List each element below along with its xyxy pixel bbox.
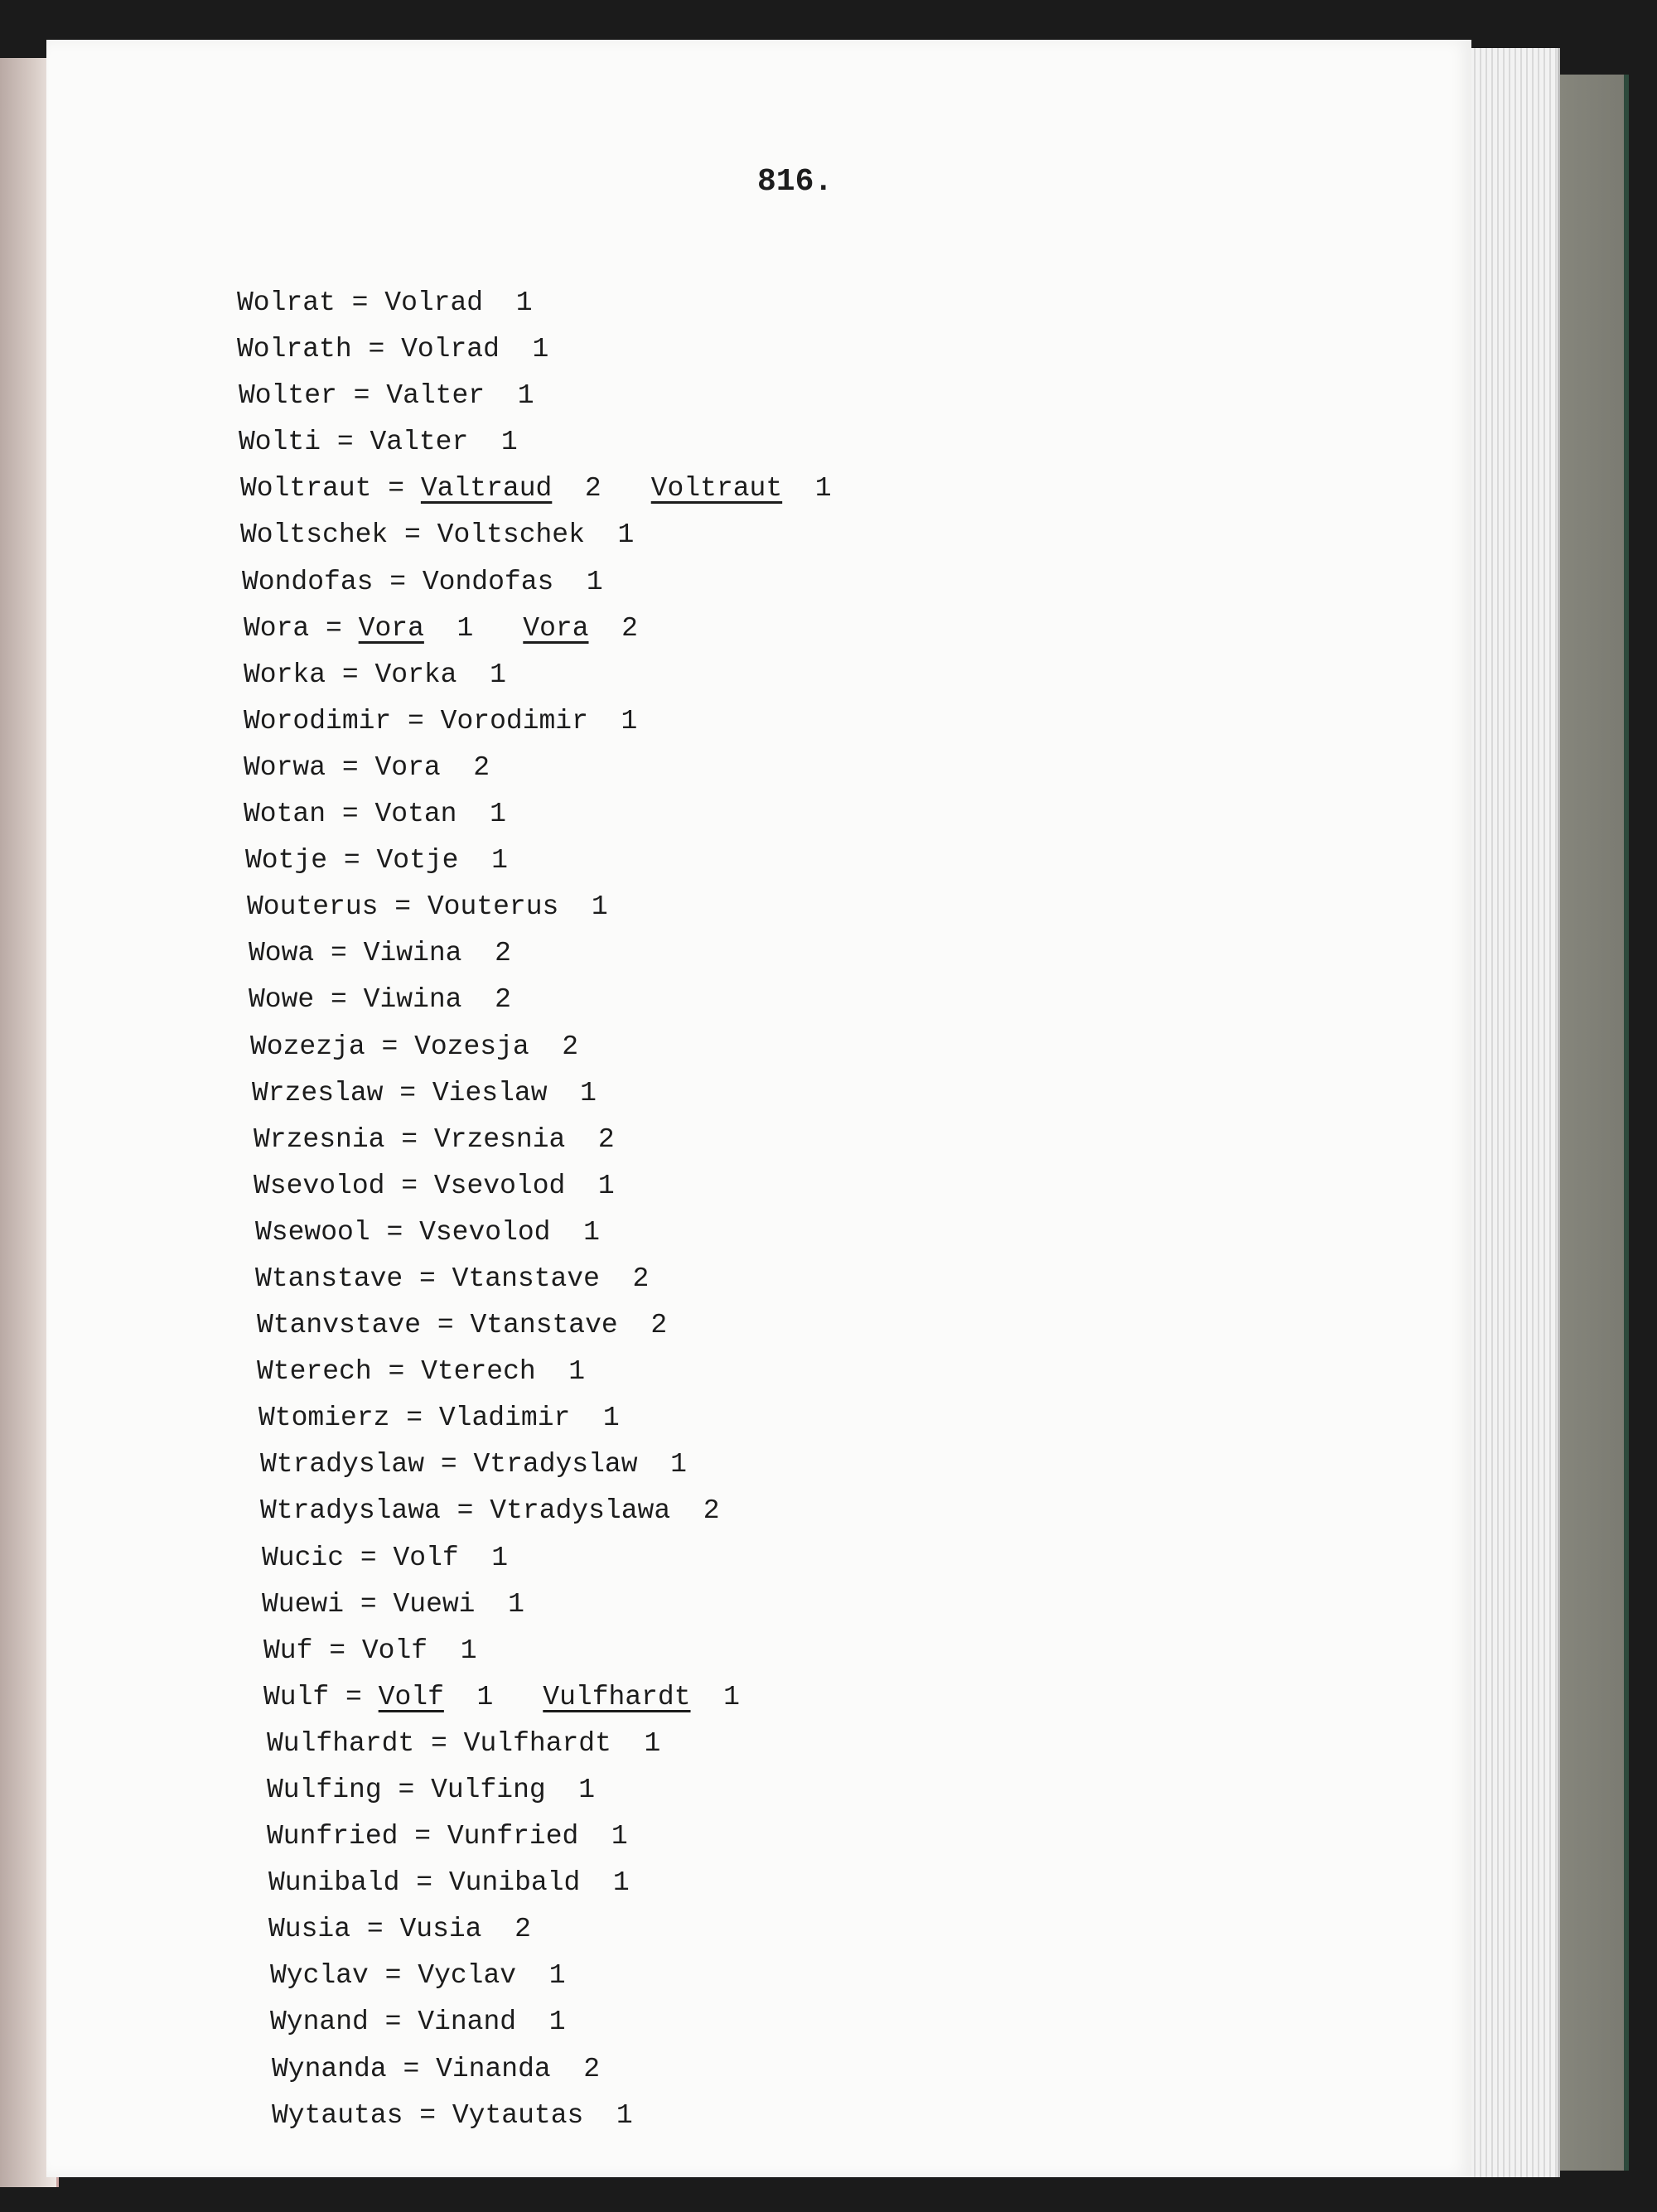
entry-name: Wouterus	[247, 891, 379, 923]
entry-variant: Votan	[374, 799, 457, 830]
entry-count: 1	[548, 2007, 566, 2038]
entry-count: 1	[517, 380, 534, 412]
list-item	[237, 1999, 832, 2045]
entry-count: 2	[473, 751, 490, 783]
equals-sign: =	[360, 1542, 377, 1573]
entry-extra-variant: Voltraut	[650, 473, 783, 505]
entry-name: Wterech	[257, 1356, 372, 1388]
equals-sign: =	[394, 891, 412, 923]
list-item	[237, 1767, 832, 1814]
equals-sign: =	[331, 938, 347, 969]
equals-sign: =	[326, 612, 342, 644]
equals-sign: =	[437, 1310, 454, 1341]
entry-variant: Vtanstave	[452, 1263, 600, 1294]
entry-name: Wowe	[249, 984, 315, 1016]
entry-count: 1	[644, 1727, 661, 1759]
entry-extra-variant: Vulfhardt	[543, 1681, 691, 1712]
equals-sign: =	[401, 1170, 418, 1201]
entry-name: Wtanstave	[255, 1263, 403, 1294]
entry-count: 1	[617, 519, 635, 551]
entry-count: 1	[460, 1635, 477, 1666]
list-item	[237, 652, 832, 698]
entry-count: 2	[495, 938, 511, 969]
equals-sign: =	[414, 1821, 432, 1852]
equals-sign: =	[388, 473, 405, 505]
entry-count: 1	[515, 287, 533, 318]
equals-sign: =	[366, 1914, 384, 1945]
list-item	[237, 1070, 832, 1117]
entry-name: Wozezja	[250, 1031, 365, 1062]
entry-count: 2	[597, 1123, 615, 1155]
entry-name: Wsewool	[255, 1216, 370, 1248]
equals-sign: =	[360, 1588, 377, 1620]
entry-variant: Vytautas	[452, 2099, 584, 2131]
entry-name: Wotan	[244, 799, 326, 830]
entry-name: Wtradyslaw	[260, 1449, 425, 1480]
entry-variant: Vusia	[399, 1914, 482, 1945]
list-item	[237, 1860, 832, 1906]
equals-sign: =	[336, 427, 354, 458]
list-item	[237, 559, 832, 606]
equals-sign: =	[345, 1681, 362, 1712]
equals-sign: =	[351, 287, 369, 318]
entry-name: Wsevolod	[254, 1170, 385, 1201]
entry-count: 1	[491, 845, 508, 877]
entry-variant: Volf	[393, 1542, 459, 1573]
entry-variant: Vondofas	[422, 566, 554, 597]
equals-sign: =	[384, 1960, 402, 1992]
entry-variant: Vorka	[374, 659, 457, 690]
entry-variant: Vinanda	[436, 2053, 551, 2084]
entry-count: 2	[632, 1263, 650, 1294]
equals-sign: =	[331, 984, 347, 1016]
entry-variant: Vulfhardt	[463, 1727, 611, 1759]
entry-count: 1	[602, 1403, 620, 1434]
list-item	[237, 512, 832, 558]
list-item	[237, 373, 832, 419]
entry-variant: Valter	[370, 427, 469, 458]
entry-extra-variant: Vora	[523, 612, 589, 644]
entry-count: 1	[491, 1542, 509, 1573]
equals-sign: =	[416, 1867, 433, 1899]
page-stack-edge	[1458, 48, 1560, 2177]
entry-variant: Volf	[378, 1681, 444, 1712]
entry-name: Wynand	[270, 2007, 369, 2038]
entry-variant: Viwina	[363, 938, 462, 969]
entry-name: Wrzesnia	[254, 1123, 385, 1155]
list-item	[237, 1628, 832, 1674]
entry-count: 1	[490, 799, 506, 830]
entry-count: 1	[500, 427, 518, 458]
entry-name: Wytautas	[272, 2099, 403, 2131]
equals-sign: =	[406, 1403, 423, 1434]
entry-count: 1	[578, 1775, 596, 1805]
list-item	[237, 466, 832, 512]
entry-extra-count: 1	[814, 473, 832, 505]
entry-name: Wusia	[268, 1914, 351, 1945]
equals-sign: =	[457, 1495, 474, 1527]
entry-variant: Vtanstave	[470, 1310, 618, 1341]
list-item	[237, 326, 832, 373]
list-item	[237, 1117, 832, 1163]
entry-variant: Votje	[376, 845, 459, 877]
equals-sign: =	[440, 1449, 457, 1480]
list-item	[237, 1488, 832, 1534]
entry-variant: Vieslaw	[432, 1077, 548, 1108]
entry-count: 1	[568, 1356, 586, 1388]
entry-name: Wynanda	[272, 2053, 387, 2084]
entry-variant: Vtradyslaw	[473, 1449, 638, 1480]
equals-sign: =	[386, 1216, 403, 1248]
entry-name: Wulfhardt	[267, 1727, 415, 1759]
entry-count: 1	[490, 659, 506, 690]
list-item	[237, 1953, 832, 1999]
list-item	[237, 1302, 832, 1349]
entry-name: Woltschek	[240, 519, 389, 551]
entry-variant: Vunibald	[448, 1867, 581, 1899]
entry-name: Wulf	[263, 1681, 330, 1712]
equals-sign: =	[343, 845, 360, 877]
list-item	[237, 1582, 832, 1628]
equals-sign: =	[401, 1123, 418, 1155]
list-item	[237, 1721, 832, 1767]
list-item	[237, 1256, 832, 1302]
entry-count: 2	[583, 2053, 601, 2084]
entry-variant: Vulfing	[431, 1775, 546, 1805]
entry-name: Worodimir	[244, 705, 392, 737]
entry-variant: Valter	[386, 380, 486, 412]
entry-count: 1	[621, 705, 638, 737]
equals-sign: =	[341, 799, 359, 830]
document-page	[46, 40, 1471, 2177]
entry-extra-count: 2	[621, 612, 638, 644]
entry-name: Wtanvstave	[257, 1310, 422, 1341]
entry-variant: Volrad	[384, 287, 484, 318]
equals-sign: =	[389, 566, 407, 597]
equals-sign: =	[404, 519, 421, 551]
entry-name: Wolrath	[237, 334, 352, 365]
entry-variant: Vsevolod	[419, 1216, 551, 1248]
equals-sign: =	[329, 1635, 346, 1666]
entry-count: 1	[591, 891, 608, 923]
list-item	[237, 1210, 832, 1256]
entry-variant: Viwina	[363, 984, 462, 1016]
entry-variant: Vouterus	[427, 891, 559, 923]
list-item	[237, 977, 832, 1023]
entry-count: 2	[584, 473, 601, 505]
entry-name: Worwa	[244, 751, 326, 783]
list-item	[237, 1906, 832, 1953]
list-item	[237, 930, 832, 977]
entry-variant: Vora	[358, 612, 424, 644]
entry-variant: Vorodimir	[440, 705, 588, 737]
entry-variant: Volf	[361, 1635, 428, 1666]
entry-variant: Voltschek	[437, 519, 585, 551]
entry-extra-count: 1	[723, 1681, 740, 1712]
entry-name: Wora	[244, 612, 310, 644]
list-item	[237, 1814, 832, 1860]
entry-variant: Vora	[374, 751, 441, 783]
entry-variant: Valtraud	[420, 473, 553, 505]
entry-name: Wucic	[262, 1542, 345, 1573]
entry-name: Wrzeslaw	[252, 1077, 384, 1108]
entry-name: Wolti	[239, 427, 321, 458]
entry-name: Wolter	[239, 380, 337, 412]
list-item	[237, 1395, 832, 1442]
list-item	[237, 2046, 832, 2093]
equals-sign: =	[399, 1077, 417, 1108]
entry-variant: Vladimir	[438, 1403, 571, 1434]
entry-variant: Vunfried	[447, 1821, 579, 1852]
entry-name: Wulfing	[267, 1775, 382, 1805]
entry-variant: Vtradyslawa	[490, 1495, 671, 1527]
entry-count: 1	[586, 566, 603, 597]
entry-count: 2	[703, 1495, 720, 1527]
entry-count: 2	[514, 1914, 531, 1945]
equals-sign: =	[384, 2007, 402, 2038]
entry-list	[237, 280, 832, 2139]
entry-count: 1	[476, 1681, 494, 1712]
list-item	[237, 1535, 832, 1582]
entry-variant: Vinand	[418, 2007, 517, 2038]
list-item	[237, 1024, 832, 1070]
entry-count: 1	[611, 1821, 628, 1852]
equals-sign: =	[368, 334, 385, 365]
equals-sign: =	[403, 2053, 420, 2084]
entry-name: Wolrat	[237, 287, 336, 318]
list-item	[237, 745, 832, 791]
entry-name: Wowa	[249, 938, 315, 969]
equals-sign: =	[431, 1727, 447, 1759]
entry-name: Wtomierz	[258, 1403, 390, 1434]
entry-variant: Vuewi	[393, 1588, 476, 1620]
entry-count: 1	[612, 1867, 630, 1899]
equals-sign: =	[353, 380, 370, 412]
entry-name: Wunfried	[267, 1821, 399, 1852]
equals-sign: =	[388, 1356, 405, 1388]
list-item	[237, 1163, 832, 1210]
entry-count: 1	[580, 1077, 597, 1108]
entry-name: Wyclav	[270, 1960, 369, 1992]
entry-name: Wotje	[245, 845, 328, 877]
entry-name: Wtradyslawa	[260, 1495, 441, 1527]
equals-sign: =	[419, 1263, 436, 1294]
entry-name: Wuf	[263, 1635, 313, 1666]
equals-sign: =	[341, 659, 359, 690]
list-item	[237, 791, 832, 838]
entry-variant: Vrzesnia	[433, 1123, 566, 1155]
entry-count: 2	[562, 1031, 579, 1062]
list-item	[237, 419, 832, 466]
entry-variant: Vozesja	[414, 1031, 529, 1062]
entry-count: 1	[508, 1588, 524, 1620]
entry-count: 1	[457, 612, 474, 644]
list-item	[237, 1442, 832, 1488]
entry-count: 1	[597, 1170, 615, 1201]
entry-count: 2	[650, 1310, 668, 1341]
entry-variant: Vyclav	[418, 1960, 517, 1992]
entry-name: Wuewi	[262, 1588, 345, 1620]
entry-count: 1	[548, 1960, 566, 1992]
equals-sign: =	[398, 1775, 415, 1805]
list-item	[237, 884, 832, 930]
entry-variant: Volrad	[401, 334, 500, 365]
entry-variant: Vsevolod	[433, 1170, 566, 1201]
equals-sign: =	[341, 751, 359, 783]
entry-variant: Vterech	[421, 1356, 536, 1388]
page-number: 816.	[757, 164, 833, 200]
entry-name: Woltraut	[240, 473, 372, 505]
entry-name: Worka	[244, 659, 326, 690]
entry-count: 2	[495, 984, 511, 1016]
list-item	[237, 280, 832, 326]
list-item	[237, 1349, 832, 1395]
entry-count: 1	[616, 2099, 633, 2131]
entry-count: 1	[670, 1449, 687, 1480]
equals-sign: =	[408, 705, 424, 737]
equals-sign: =	[419, 2099, 437, 2131]
entry-count: 1	[583, 1216, 600, 1248]
entry-name: Wunibald	[268, 1867, 400, 1899]
list-item	[237, 838, 832, 884]
list-item	[237, 698, 832, 745]
list-item	[237, 1674, 832, 1721]
entry-count: 1	[532, 334, 549, 365]
list-item	[237, 2093, 832, 2139]
entry-name: Wondofas	[242, 566, 374, 597]
equals-sign: =	[381, 1031, 399, 1062]
list-item	[237, 606, 832, 652]
